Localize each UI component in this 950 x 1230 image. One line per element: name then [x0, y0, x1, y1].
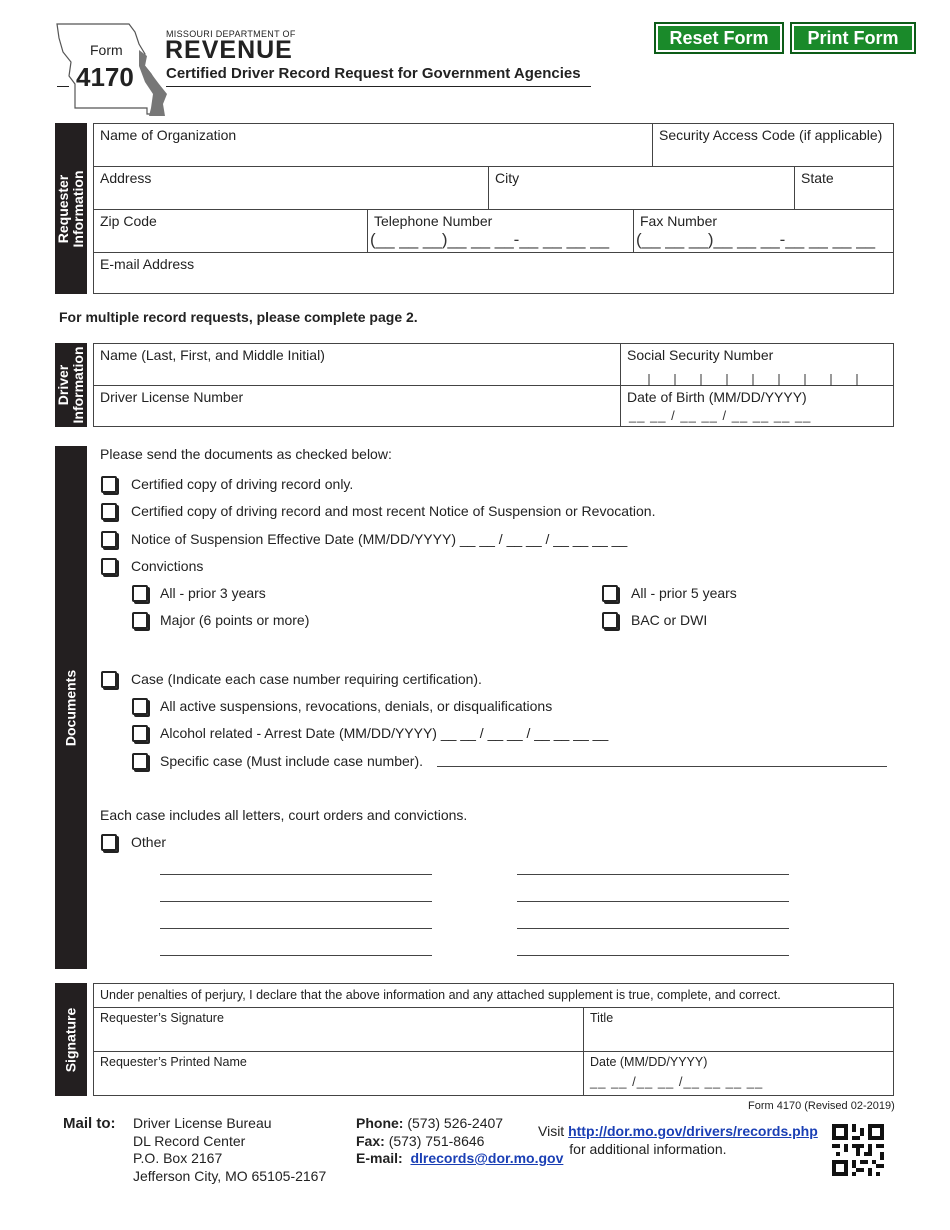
- email-link[interactable]: dlrecords@dor.mo.gov: [410, 1150, 564, 1166]
- org-name-field[interactable]: Name of Organization: [94, 124, 653, 167]
- mail-to-label: Mail to:: [63, 1115, 116, 1132]
- opt-record-and-notice: Certified copy of driving record and most recent Notice of Suspension or Revocation.: [131, 503, 656, 519]
- form-revision: Form 4170 (Revised 02-2019): [748, 1100, 895, 1112]
- checkbox-prior-3-years[interactable]: [132, 585, 148, 602]
- ssn-field[interactable]: Social Security Number: [621, 344, 893, 386]
- records-url-link[interactable]: http://dor.mo.gov/drivers/records.php: [568, 1123, 818, 1139]
- other-line[interactable]: [517, 928, 789, 929]
- reset-form-button[interactable]: Reset Form: [654, 22, 784, 54]
- form-dash: [57, 86, 69, 87]
- printed-name-field[interactable]: Requester’s Printed Name: [94, 1052, 584, 1095]
- driver-name-field[interactable]: Name (Last, First, and Middle Initial): [94, 344, 621, 386]
- checkbox-active-suspensions[interactable]: [132, 698, 148, 715]
- dob-field[interactable]: Date of Birth (MM/DD/YYYY) __ __ / __ __ / __ __ __ __: [627, 389, 812, 423]
- requester-signature-field[interactable]: Requester’s Signature: [94, 1008, 584, 1052]
- state-field[interactable]: State: [795, 167, 893, 210]
- documents-intro: Please send the documents as checked below:: [100, 446, 392, 462]
- opt-active-suspensions: All active suspensions, revocations, denials, or disqualifications: [160, 698, 553, 714]
- checkbox-convictions[interactable]: [101, 558, 117, 575]
- other-line[interactable]: [160, 874, 432, 875]
- opt-driving-record-only: Certified copy of driving record only.: [131, 476, 354, 492]
- other-line[interactable]: [517, 901, 789, 902]
- opt-other: Other: [131, 834, 167, 850]
- form-word: Form: [90, 42, 123, 58]
- dept-logo-text: REVENUE: [165, 36, 293, 64]
- fax-blank: (__ __ __)__ __ __-__ __ __ __: [636, 230, 876, 249]
- checkbox-suspension-date[interactable]: [101, 531, 117, 548]
- opt-case: Case (Indicate each case number requiring certification).: [131, 671, 482, 687]
- title-field[interactable]: Title: [584, 1008, 893, 1052]
- multiple-requests-note: For multiple record requests, please complete page 2.: [59, 309, 418, 325]
- requester-section-label: Requester Information: [55, 123, 87, 294]
- specific-case-line[interactable]: [437, 766, 887, 767]
- signature-date-blank: __ __ /__ __ /__ __ __ __: [590, 1074, 764, 1089]
- opt-major: Major (6 points or more): [160, 612, 310, 628]
- fax-field[interactable]: Fax Number (__ __ __)__ __ __-__ __ __ __: [634, 210, 893, 253]
- opt-specific-case: Specific case (Must include case number).: [160, 753, 423, 769]
- security-code-field[interactable]: Security Access Code (if applicable): [653, 124, 893, 167]
- checkbox-other[interactable]: [101, 834, 117, 851]
- city-field[interactable]: City: [489, 167, 795, 210]
- requester-table: [93, 123, 894, 294]
- other-line[interactable]: [517, 874, 789, 875]
- phone-field[interactable]: Telephone Number (__ __ __)__ __ __-__ __ __ __: [368, 210, 634, 253]
- other-line[interactable]: [517, 955, 789, 956]
- signature-section-label: Signature: [55, 983, 87, 1096]
- checkbox-major[interactable]: [132, 612, 148, 629]
- opt-suspension-date: Notice of Suspension Effective Date (MM/DD/YYYY) __ __ / __ __ / __ __ __ __: [131, 531, 628, 547]
- driver-table: [93, 343, 894, 427]
- visit-info: Visit http://dor.mo.gov/drivers/records.php for additional information.: [538, 1123, 818, 1157]
- checkbox-specific-case[interactable]: [132, 753, 148, 770]
- address-field[interactable]: Address: [94, 167, 489, 210]
- opt-bac-dwi: BAC or DWI: [631, 612, 708, 628]
- email-field[interactable]: E-mail Address: [100, 256, 195, 272]
- opt-convictions: Convictions: [131, 558, 204, 574]
- zip-field[interactable]: Zip Code: [94, 210, 368, 253]
- license-number-field[interactable]: Driver License Number: [94, 386, 621, 426]
- other-line[interactable]: [160, 901, 432, 902]
- checkbox-prior-5-years[interactable]: [602, 585, 618, 602]
- case-note: Each case includes all letters, court orders and convictions.: [100, 807, 468, 823]
- phone-blank: (__ __ __)__ __ __-__ __ __ __: [370, 230, 610, 249]
- signature-table: [93, 983, 894, 1096]
- other-line[interactable]: [160, 955, 432, 956]
- qr-code-icon: [832, 1124, 884, 1176]
- other-line[interactable]: [160, 928, 432, 929]
- print-form-button[interactable]: Print Form: [790, 22, 916, 54]
- contact-info: Phone: (573) 526-2407 Fax: (573) 751-8646 E-mail: dlrecords@dor.mo.gov: [356, 1115, 564, 1166]
- dept-line1: MISSOURI DEPARTMENT OF: [166, 29, 296, 39]
- perjury-declaration: Under penalties of perjury, I declare that the above information and any attached supplement is true, complete, and correct.: [94, 984, 893, 1008]
- form-number: 4170: [76, 62, 134, 92]
- driver-section-label: Driver Information: [55, 343, 87, 427]
- checkbox-case[interactable]: [101, 671, 117, 688]
- opt-prior-5-years: All - prior 5 years: [631, 585, 737, 601]
- checkbox-driving-record-only[interactable]: [101, 476, 117, 493]
- checkbox-alcohol-related[interactable]: [132, 725, 148, 742]
- mail-address: Driver License Bureau DL Record Center P.O. Box 2167 Jefferson City, MO 65105-2167: [133, 1115, 327, 1184]
- signature-date-field[interactable]: Date (MM/DD/YYYY) __ __ /__ __ /__ __ __ __: [590, 1055, 764, 1089]
- form-title: Certified Driver Record Request for Government Agencies: [166, 65, 581, 82]
- documents-section-label: Documents: [55, 446, 87, 969]
- ssn-digit-ticks: [641, 372, 881, 386]
- opt-alcohol-related: Alcohol related - Arrest Date (MM/DD/YYYY) __ __ / __ __ / __ __ __ __: [160, 725, 609, 741]
- dob-blank: __ __ / __ __ / __ __ __ __: [629, 408, 812, 423]
- title-underline: [166, 86, 591, 87]
- checkbox-record-and-notice[interactable]: [101, 503, 117, 520]
- opt-prior-3-years: All - prior 3 years: [160, 585, 266, 601]
- checkbox-bac-dwi[interactable]: [602, 612, 618, 629]
